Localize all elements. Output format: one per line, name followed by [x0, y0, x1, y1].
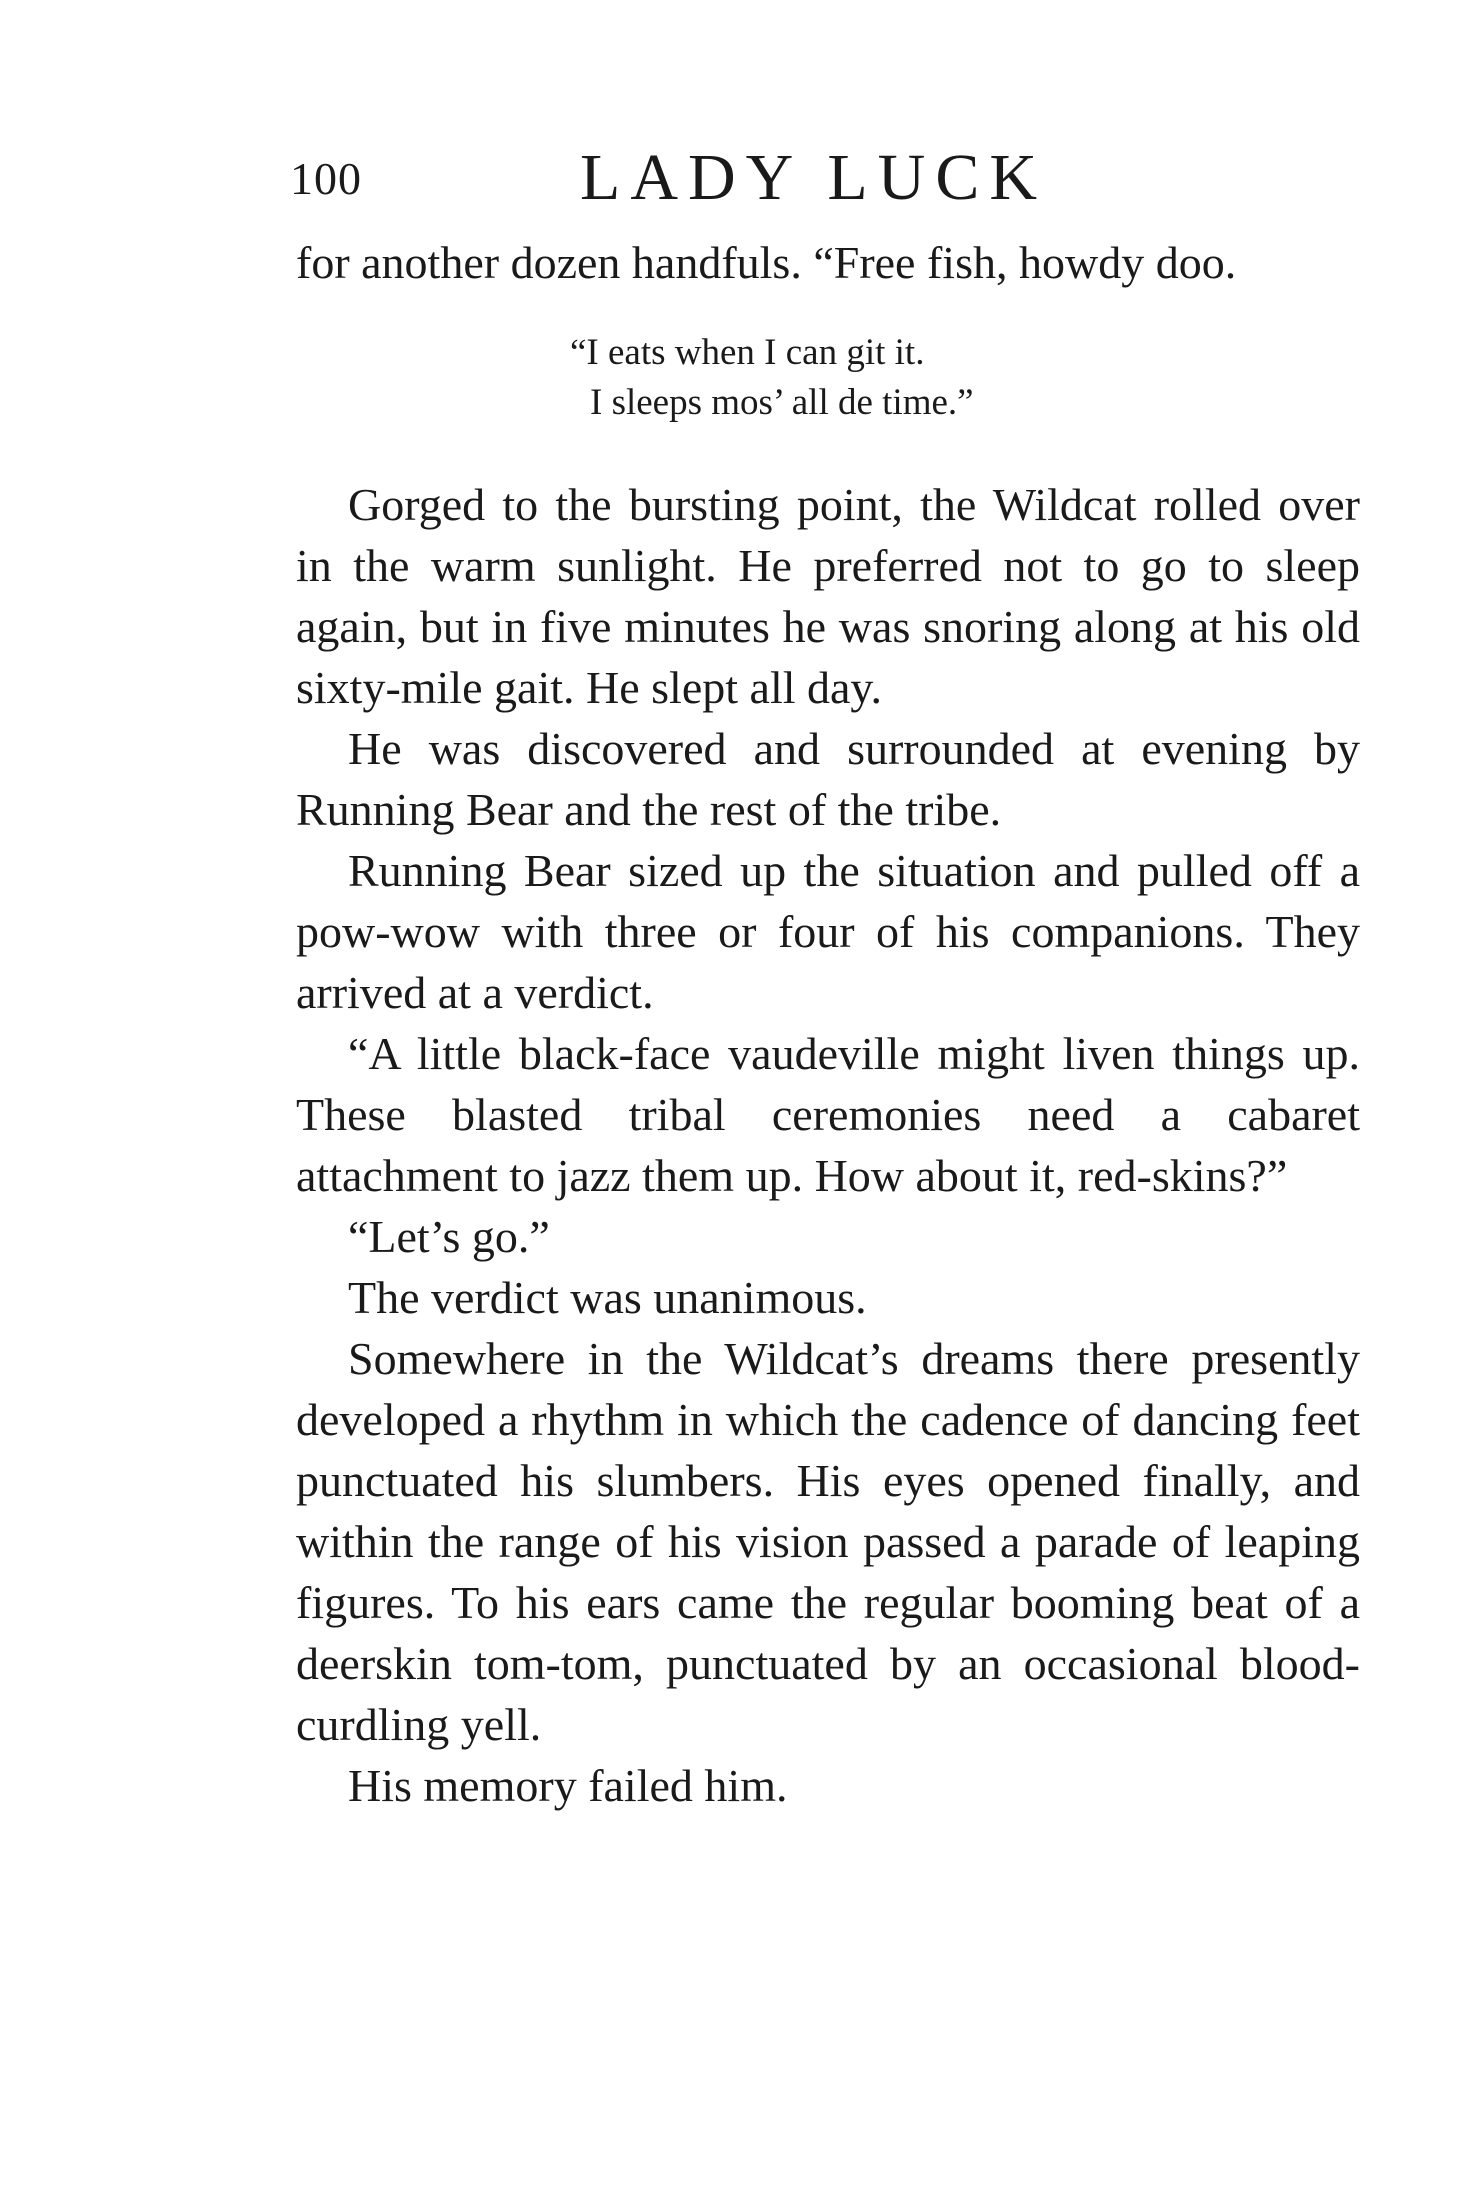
verse-block	[570, 328, 974, 428]
paragraph: His memory failed him.	[348, 1760, 788, 1811]
verse-line: “I eats when I can git it.	[570, 332, 925, 373]
continuation-line: for another dozen handfuls. “Free fish, howdy doo.	[296, 237, 1237, 288]
paragraph: “Let’s go.”	[348, 1211, 550, 1262]
running-title: LADY LUCK	[580, 141, 1048, 214]
verse-line: I sleeps mos’ all de time.”	[590, 382, 974, 423]
paragraph: Running Bear sized up the situation and pulled off a pow-wow with three or four of his companions. They arrived at a verdict.	[296, 845, 1360, 1018]
paragraph: He was discovered and surrounded at evening by Running Bear and the rest of the tribe.	[296, 723, 1360, 835]
paragraph: “A little black-face vaudeville might liven things up. These blasted tribal ceremonies need a cabaret attachment to jazz them up. How about it, red-skins?”	[296, 1028, 1360, 1201]
body-text	[296, 474, 1360, 1816]
paragraph: Gorged to the bursting point, the Wildcat rolled over in the warm sunlight. He preferred not to go to sleep again, but in five minutes he was snoring along at his old sixty-mile gait. He slept all day.	[296, 479, 1360, 713]
paragraph: The verdict was unanimous.	[348, 1272, 867, 1323]
paragraph: Somewhere in the Wildcat’s dreams there presently developed a rhythm in which the cadence of dancing feet punctuated his slumbers. His eyes opened finally, and within the range of his vision passed a parade of leaping figures. To his ears came the regular booming beat of a deerskin tom-tom, punctuated by an occasional blood-curdling yell.	[296, 1333, 1360, 1750]
page-number: 100	[290, 153, 362, 204]
page-header	[290, 140, 1370, 220]
